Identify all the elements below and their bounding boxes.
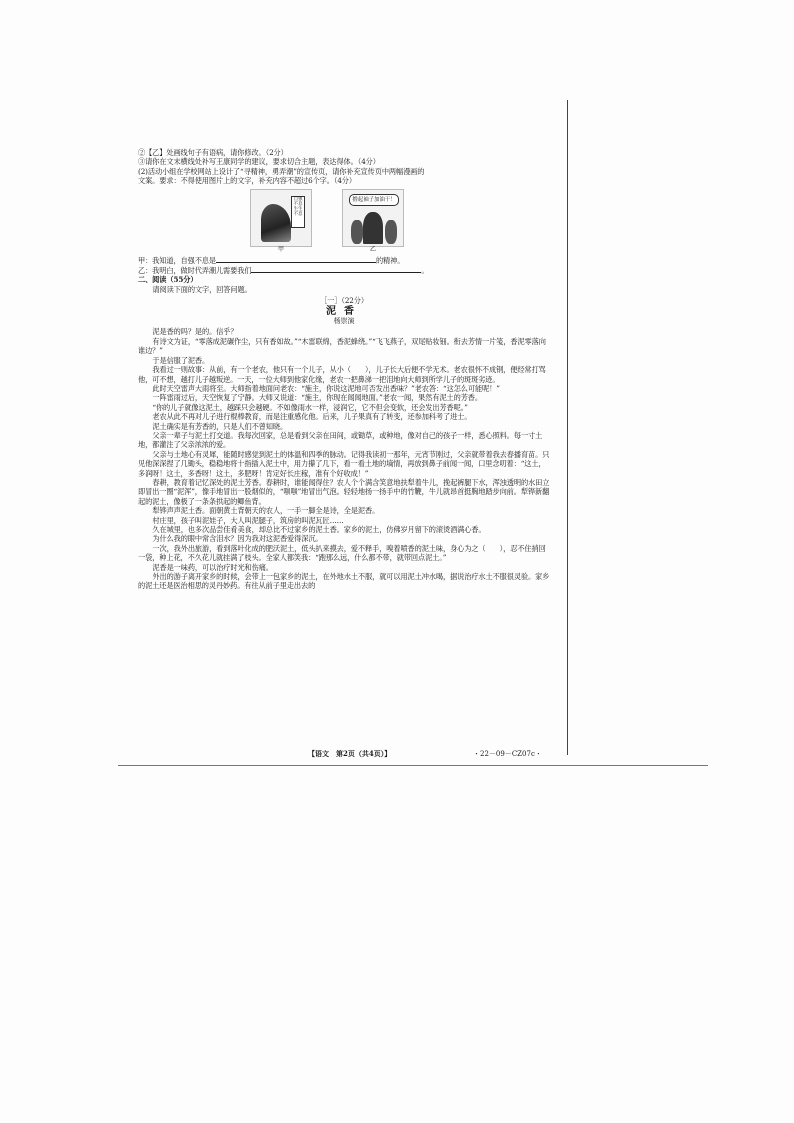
paragraph: 此时天空雷声大雨将至。大师指着地面问老农：“施主，你说这泥地可否发出香味？”老农答：“这怎么可能呢！” [152, 383, 500, 393]
paragraph: 村庄里，孩子叫泥娃子，大人叫泥腿子，筑房的叫泥瓦匠…… [152, 515, 344, 525]
fill-jia: 甲：我知道，自强不息是 的精神。 [138, 255, 405, 265]
article-title-block [138, 296, 550, 326]
page-fold-line [118, 765, 708, 766]
paragraph: 泥是香的吗？是的。信乎？ [152, 327, 238, 337]
answer-blank-jia[interactable] [216, 255, 376, 263]
worker-figure-left [351, 220, 363, 244]
paragraph: 一次，我外出旅游，看到落叶化成的肥沃泥土，低头扒来摸去，爱不释手，嗅着喷香的泥土味，身心为之（ ），忍不住捎回一袋，种上花，不久花儿就挂满了枝头。全家人都笑我：“跑那么远，什么都不带，就带回点泥土。” [138, 543, 546, 563]
question-4-line1: (2)活动小组在学校网站上设计了“寻精神，勇弄潮”的宣传页，请你补充宣传页中两幅漫画的 [138, 166, 425, 176]
paragraph: 父亲一辈子与泥土打交道。我每次回家，总是看到父亲在田间，或锄草，或种地，像对自己的孩子一样，悉心照料。每一寸土地，都灌注了父亲浓浓的爱。 [138, 430, 543, 450]
climber-figure [261, 204, 291, 242]
section-heading: 二、阅读（55分） [138, 275, 198, 285]
paragraph: 犁铧声声泥土香。面朝黄土背朝天的农人，一手一脚全是诗，全是泥香。 [152, 506, 380, 516]
question-2: ②【乙】处画线句子有语病，请你修改。（2分） [138, 148, 288, 157]
question-3: ③请你在文末横线处补写王康同学的建议，要求切合主题，表达得体。（4分） [138, 157, 380, 167]
cartoon-yi [342, 189, 404, 254]
page-number: 【语文 第2页（共4页）】 [308, 749, 392, 758]
paragraph: 有诗文为证，“零落成泥碾作尘，只有香如故。”“木雷联绵，香泥蜂绕。”“飞飞燕子，双尾贴妆钿。衔去芳情一片笺，香泥零落向谁边？” [138, 336, 546, 356]
cartoon-jia-sign: 自强不息 生生不息 [291, 196, 305, 228]
paragraph: 一阵雷雨过后，天空恢复了宁静。大师又说道：“施主，你现在闻闻地面。”老农一闻，果然有泥土的芳香。 [152, 393, 482, 403]
exam-code: ・22－09－CZ07c・ [473, 750, 542, 758]
article-author: 杨崇演 [333, 317, 355, 326]
worker-figure [363, 212, 383, 244]
cartoon-jia [250, 189, 312, 254]
paragraph: 久在城里，也多次品尝佳肴美食，却总比不过家乡的泥土香。家乡的泥土，仿佛岁月留下的滚烫酒满心香。 [152, 525, 486, 534]
paragraph: 泥香是一味药，可以治疗时光和伤痛。 [152, 562, 273, 572]
column-divider [567, 100, 568, 755]
paragraph: 春耕，教育着记忆深处的泥土芳香。春耕时，谁能闻得住？农人个个满含笑意地扶犁着牛儿，挽起裤腿下水，浑浊透明的水田立即冒出一圈“泥浑”，像手地冒出一股烟似的，“嗤嗤”地冒出气泡。轻轻地扬一扬手中的竹鞭，牛儿就昂首挺胸地踏步向前。犁铧新翻起的泥土，像极了一条条拱起的鲫鱼背。 [138, 477, 550, 506]
paragraph: 老农从此不再对儿子进行棍棒教育，而是注重感化他。后来，儿子果真有了转变，还参加科考了进士。 [152, 412, 472, 422]
article-title: 泥香 [326, 305, 362, 317]
section-instruction: 请阅读下面的文字，回答问题。 [152, 284, 252, 294]
cartoon-jia-caption: 甲 [278, 246, 284, 254]
paragraph: “你的儿子就像这泥土，越踩只会越硬。不如像雨水一样，浸润它，它不但会变软，还会发出芳香呢。” [152, 402, 468, 412]
paragraph: 为什么我的眼中常含泪水？因为我对这泥香爱得深沉。 [152, 534, 323, 544]
paragraph: 于是信服了泥香。 [152, 355, 210, 365]
cartoon-yi-caption: 乙 [370, 246, 376, 254]
paragraph: 外出的游子离开家乡的时候，会带上一包家乡的泥土，在外地水土不服，就可以用泥土冲水喝，据说治疗水土不服很灵验。家乡的泥土还是医治相思的灵丹妙药。有往从前子里走出去的 [138, 572, 550, 591]
cartoon-row [138, 189, 550, 253]
paragraph: 泥土确实是有芳香的，只是人们不曾知晓。 [152, 421, 288, 431]
speech-bubble: 撸起袖子加油干！ [349, 194, 399, 206]
paragraph: 我看过一则故事：从前，有一个老农，他只有一个儿子，从小（ ），儿子长大后便不学无术。老农很怀不成钢，便经常打骂他，可不想，越打儿子越叛逆。一天，一位大师到他家化缘，老农一把鼻涕一把泪地向大师到所学儿子的斑斑劣迹。 [138, 365, 546, 384]
worker-figure-right [385, 220, 397, 244]
answer-blank-yi[interactable] [251, 265, 421, 273]
fill-yi: 乙：我明白，做时代弄潮儿需要我们 。 [138, 266, 429, 276]
question-4-line2: 文案。要求：不得使用图片上的文字，补充内容不超过6个字。（4分） [138, 176, 356, 186]
article-part: ［一］（22分） [320, 296, 368, 306]
exam-column [138, 148, 550, 591]
article-body [138, 327, 550, 590]
paragraph: 父亲与土地心有灵犀，能随时感觉到泥土的体温和四季的脉动。记得我读初一那年，元宵节刚过，父亲就带着我去春播育苗。只见他深深捏了几锄头，稳稳地将十指插入泥土中，用力攥了几下，看一看土地的墒情，再放到鼻子前闻一闻，口里念叨着：“这土，多润呀！这土，多香呀！这土，多肥呀！肯定好长庄稼，准有个好收成！” [138, 449, 550, 478]
